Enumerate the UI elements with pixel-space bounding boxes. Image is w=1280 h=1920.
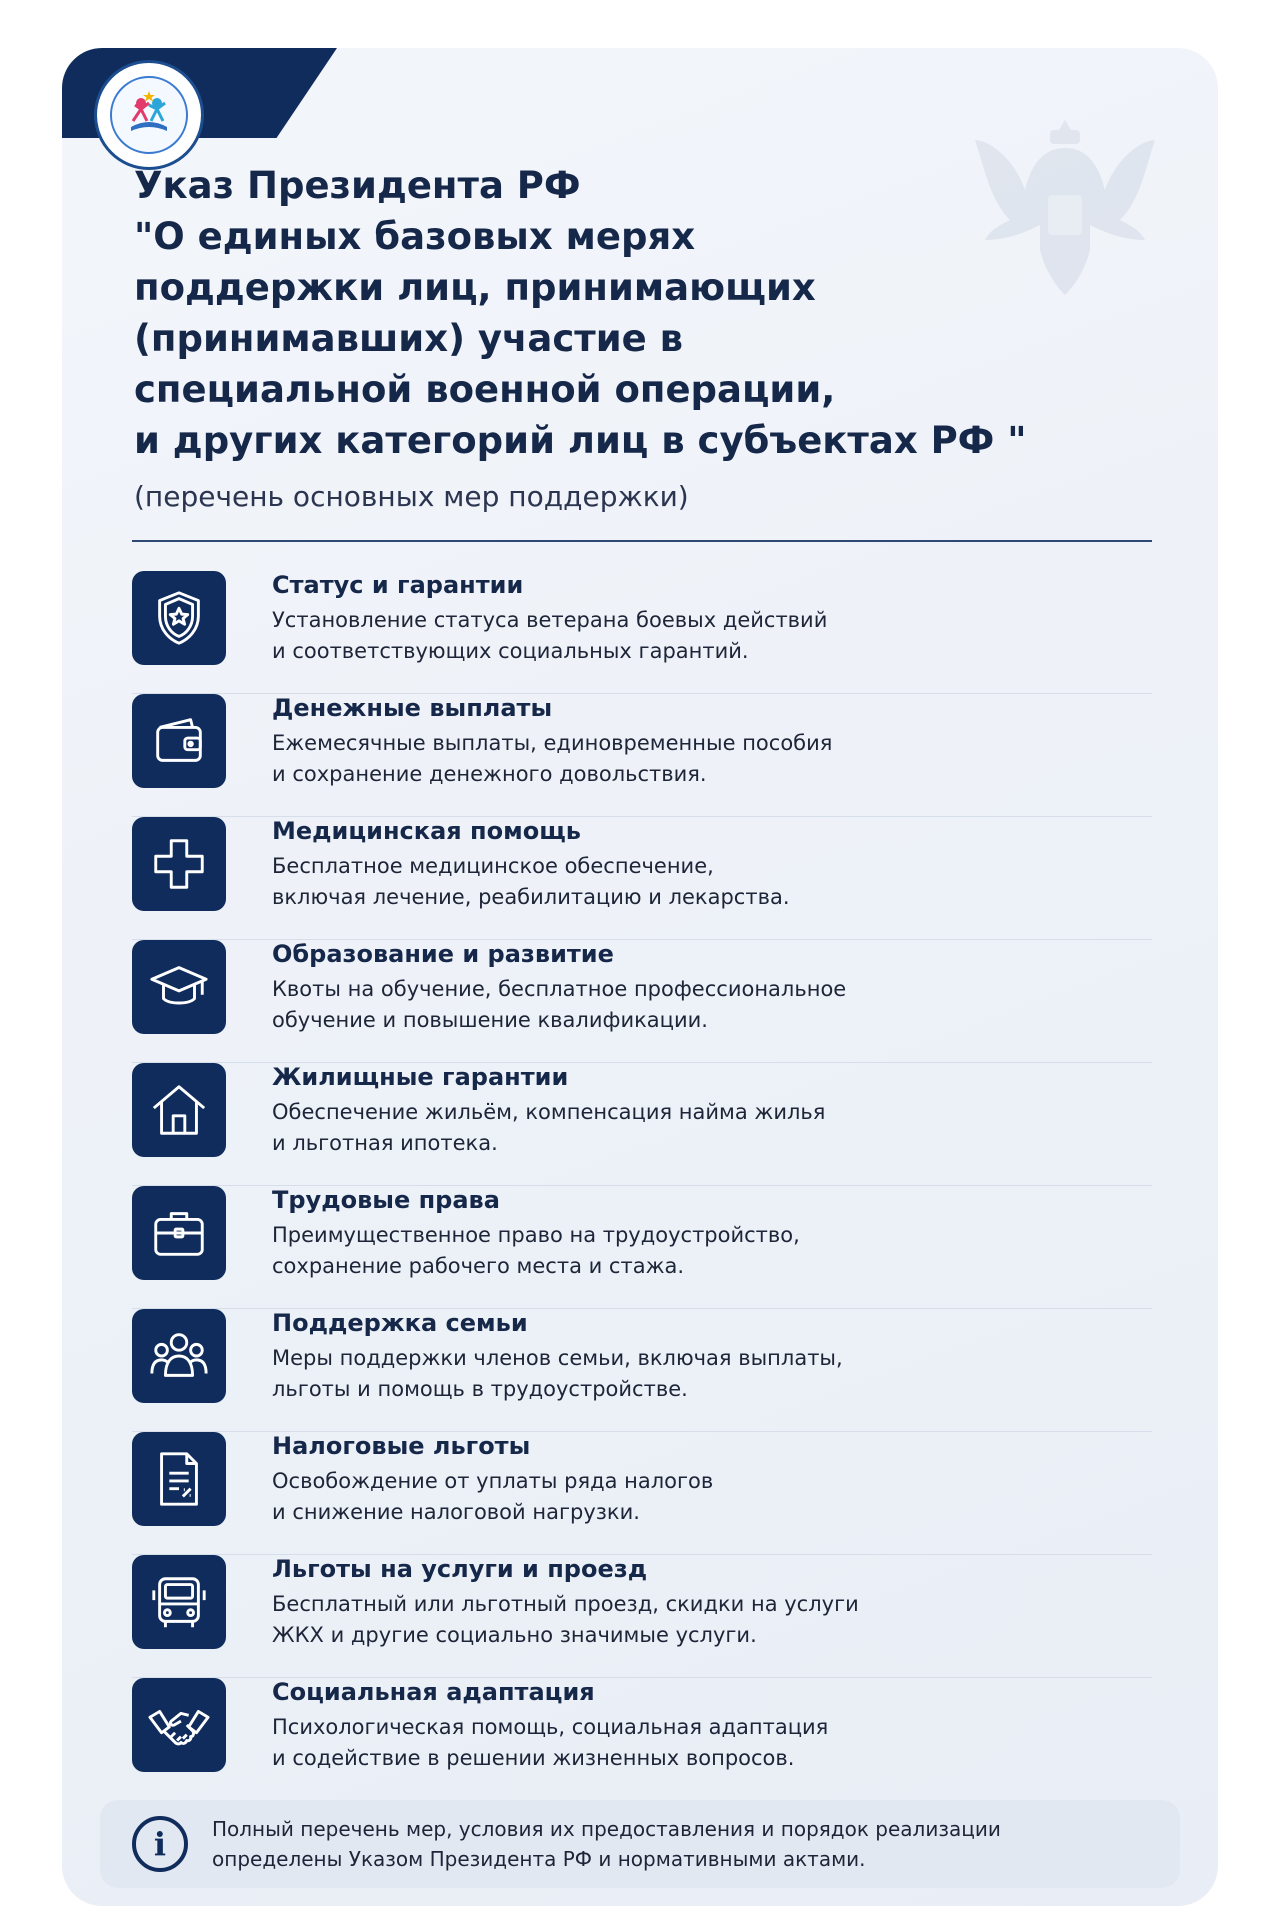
house-icon bbox=[132, 1063, 226, 1157]
measures-list bbox=[132, 571, 1152, 1801]
item-title: Жилищные гарантии bbox=[272, 1063, 569, 1091]
item-description bbox=[272, 1589, 1132, 1651]
list-item bbox=[132, 940, 1152, 1063]
shield-star-icon bbox=[132, 571, 226, 665]
title-line: "О единых базовых мерях bbox=[134, 215, 696, 258]
item-description bbox=[272, 728, 1132, 790]
description-line: Ежемесячные выплаты, единовременные пособия bbox=[272, 731, 833, 755]
info-text bbox=[212, 1814, 1152, 1874]
description-line: обучение и повышение квалификации. bbox=[272, 1008, 708, 1032]
briefcase-icon bbox=[132, 1186, 226, 1280]
description-line: Обеспечение жильём, компенсация найма жилья bbox=[272, 1100, 826, 1124]
title-line: Указ Президента РФ bbox=[134, 164, 581, 207]
list-item bbox=[132, 1063, 1152, 1186]
description-line: Меры поддержки членов семьи, включая выплаты, bbox=[272, 1346, 843, 1370]
description-line: сохранение рабочего места и стажа. bbox=[272, 1254, 685, 1278]
item-title: Денежные выплаты bbox=[272, 694, 553, 722]
description-line: и содействие в решении жизненных вопросов. bbox=[272, 1746, 795, 1770]
description-line: и снижение налоговой нагрузки. bbox=[272, 1500, 640, 1524]
info-line: Полный перечень мер, условия их предоставления и порядок реализации bbox=[212, 1817, 1001, 1841]
item-title: Налоговые льготы bbox=[272, 1432, 531, 1460]
subtitle: (перечень основных мер поддержки) bbox=[134, 480, 689, 513]
description-line: Квоты на обучение, бесплатное профессиональное bbox=[272, 977, 847, 1001]
wallet-icon bbox=[132, 694, 226, 788]
item-title: Медицинская помощь bbox=[272, 817, 581, 845]
title-line: специальной военной операции, bbox=[134, 368, 836, 411]
item-title: Трудовые права bbox=[272, 1186, 500, 1214]
item-title: Поддержка семьи bbox=[272, 1309, 528, 1337]
description-line: включая лечение, реабилитацию и лекарства. bbox=[272, 885, 790, 909]
list-item bbox=[132, 1555, 1152, 1678]
item-description bbox=[272, 1343, 1132, 1405]
tax-document-icon bbox=[132, 1432, 226, 1526]
item-title: Льготы на услуги и проезд bbox=[272, 1555, 648, 1583]
title-line: поддержки лиц, принимающих bbox=[134, 266, 816, 309]
title-line: и других категорий лиц в субъектах РФ " bbox=[134, 419, 1027, 462]
description-line: ЖКХ и другие социально значимые услуги. bbox=[272, 1623, 757, 1647]
description-line: Освобождение от уплаты ряда налогов bbox=[272, 1469, 714, 1493]
description-line: льготы и помощь в трудоустройстве. bbox=[272, 1377, 688, 1401]
list-item bbox=[132, 571, 1152, 694]
item-title: Статус и гарантии bbox=[272, 571, 524, 599]
list-item bbox=[132, 1678, 1152, 1801]
medical-cross-icon bbox=[132, 817, 226, 911]
description-line: Бесплатное медицинское обеспечение, bbox=[272, 854, 714, 878]
list-item bbox=[132, 1309, 1152, 1432]
page-title bbox=[134, 160, 1094, 466]
item-description bbox=[272, 974, 1132, 1036]
school-logo-emblem-icon bbox=[110, 76, 188, 154]
description-line: и соответствующих социальных гарантий. bbox=[272, 639, 749, 663]
description-line: Преимущественное право на трудоустройство, bbox=[272, 1223, 800, 1247]
description-line: Психологическая помощь, социальная адаптация bbox=[272, 1715, 829, 1739]
divider bbox=[132, 540, 1152, 542]
graduation-cap-icon bbox=[132, 940, 226, 1034]
school-logo bbox=[94, 60, 204, 170]
bus-icon bbox=[132, 1555, 226, 1649]
description-line: Бесплатный или льготный проезд, скидки на услуги bbox=[272, 1592, 859, 1616]
item-description bbox=[272, 1712, 1132, 1774]
list-item bbox=[132, 1186, 1152, 1309]
title-line: (принимавших) участие в bbox=[134, 317, 684, 360]
description-line: и льготная ипотека. bbox=[272, 1131, 498, 1155]
item-description bbox=[272, 851, 1132, 913]
item-description bbox=[272, 1466, 1132, 1528]
item-title: Социальная адаптация bbox=[272, 1678, 595, 1706]
family-icon bbox=[132, 1309, 226, 1403]
info-line: определены Указом Президента РФ и нормативными актами. bbox=[212, 1847, 866, 1871]
info-card bbox=[62, 48, 1218, 1906]
item-description bbox=[272, 1220, 1132, 1282]
handshake-icon bbox=[132, 1678, 226, 1772]
item-description bbox=[272, 605, 1132, 667]
description-line: и сохранение денежного довольствия. bbox=[272, 762, 707, 786]
list-item bbox=[132, 694, 1152, 817]
item-description bbox=[272, 1097, 1132, 1159]
info-footer bbox=[100, 1800, 1180, 1888]
info-icon: i bbox=[132, 1816, 188, 1872]
list-item bbox=[132, 1432, 1152, 1555]
item-title: Образование и развитие bbox=[272, 940, 614, 968]
list-item bbox=[132, 817, 1152, 940]
description-line: Установление статуса ветерана боевых действий bbox=[272, 608, 828, 632]
